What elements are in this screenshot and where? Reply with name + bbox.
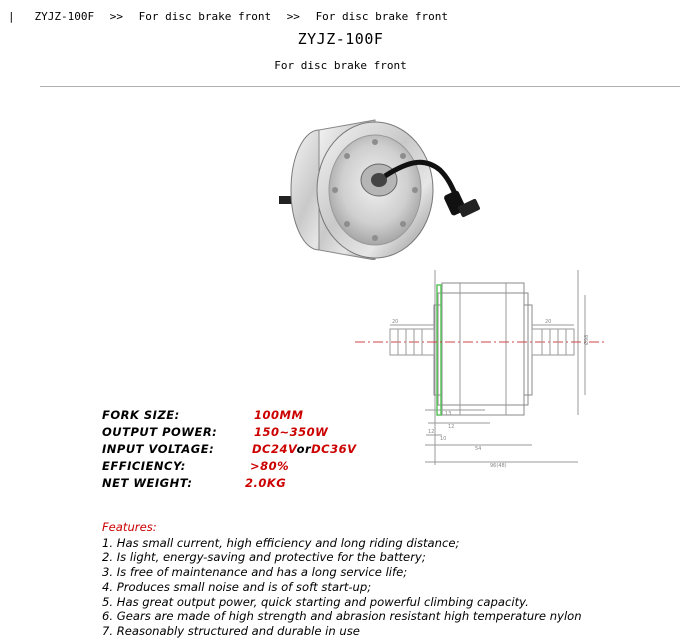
feature-item: 7. Reasonably structured and durable in use [102, 623, 360, 638]
spec-label: FORK SIZE: [102, 408, 180, 422]
page-title: ZYJZ-100F [297, 30, 384, 48]
dim-label-bottom1: 54 [475, 446, 482, 452]
divider [40, 86, 680, 87]
features-title: Features: [102, 520, 157, 534]
breadcrumb-separator: >> [109, 10, 123, 23]
breadcrumb-item-current[interactable]: For disc brake front [315, 10, 449, 23]
spec-value-b: DC36V [311, 442, 357, 456]
dim-label-height: Ø98 [584, 334, 590, 345]
breadcrumb-item-category[interactable]: For disc brake front [138, 10, 272, 23]
dim-label-bottom2: 96(48) [490, 463, 507, 469]
spec-value: 100MM [254, 408, 304, 422]
dim-label-left-small: 12 [428, 429, 435, 435]
feature-item: 3. Is free of maintenance and has a long service life; [102, 565, 408, 580]
spec-label: NET WEIGHT: [102, 476, 193, 490]
breadcrumb-separator: >> [286, 10, 300, 23]
spec-value-a: DC24V [252, 442, 297, 456]
spec-label: INPUT VOLTAGE: [102, 442, 215, 456]
dim-label-right: 20 [545, 319, 552, 325]
feature-item: 1. Has small current, high efficiency and long riding distance; [102, 535, 460, 550]
breadcrumb-item-product[interactable]: ZYJZ-100F [34, 10, 95, 23]
features-section [102, 520, 582, 639]
dim-label-d1: 13 [445, 411, 452, 417]
feature-item: 2. Is light, energy-saving and protective for the battery; [102, 550, 426, 565]
feature-item: 6. Gears are made of high strength and abrasion resistant high temperature nylon [102, 609, 582, 624]
feature-item: 5. Has great output power, quick starting and powerful climbing capacity. [102, 594, 529, 609]
hub-motor-photo [275, 110, 495, 260]
spec-value: 2.0KG [245, 476, 287, 490]
spec-value: 150~350W [254, 425, 329, 439]
spec-label: EFFICIENCY: [102, 459, 186, 473]
spec-label: OUTPUT POWER: [102, 425, 218, 439]
dim-label-d2: 12 [448, 424, 455, 430]
breadcrumb [8, 10, 448, 23]
dim-label-left: 20 [392, 319, 399, 325]
technical-drawing [350, 265, 610, 480]
page-subtitle: For disc brake front [274, 59, 407, 72]
feature-item: 4. Produces small noise and is of soft start-up; [102, 579, 372, 594]
breadcrumb-lead: | [8, 10, 15, 23]
spec-value-or: or [296, 442, 312, 456]
spec-value: >80% [250, 459, 290, 473]
dim-label-d3: 10 [440, 436, 447, 442]
